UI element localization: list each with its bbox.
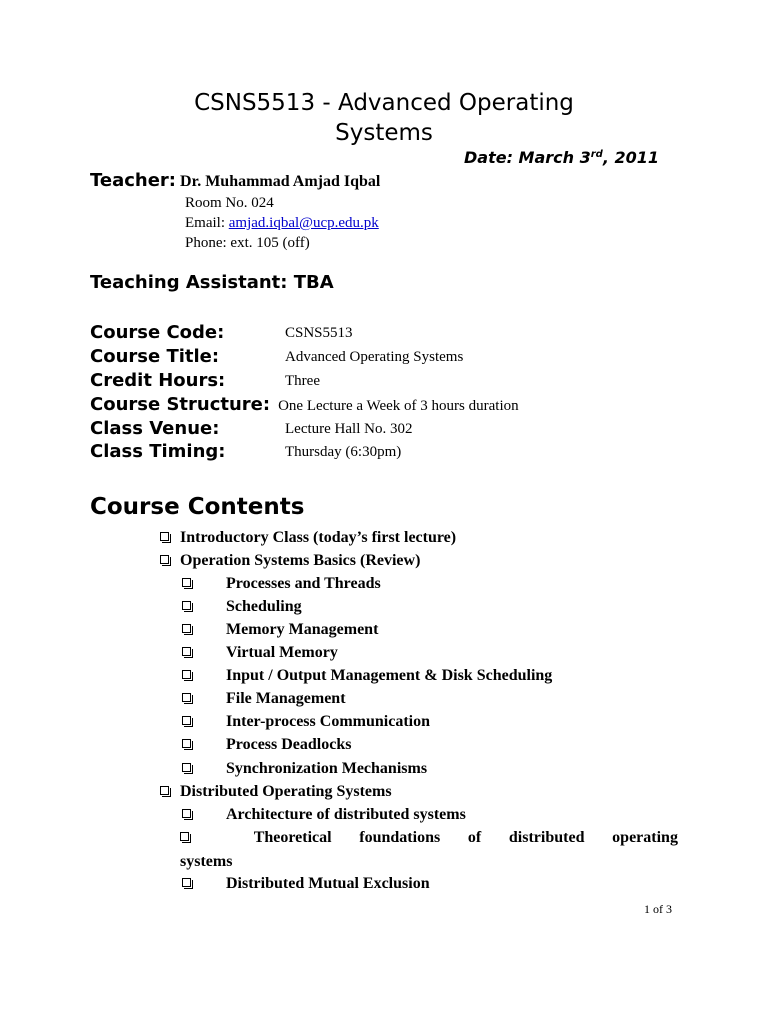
list-item-label: Synchronization Mechanisms	[226, 760, 428, 777]
list-item	[182, 758, 428, 780]
list-item	[160, 527, 457, 549]
date	[464, 147, 659, 169]
list-item-label: Virtual Memory	[226, 644, 338, 661]
square-bullet-icon	[182, 878, 191, 887]
date-prefix: Date: March 3	[464, 148, 591, 167]
list-item-label: Operation Systems Basics (Review)	[180, 552, 421, 569]
teacher-label: Teacher:	[90, 170, 177, 191]
word: Theoretical	[253, 829, 332, 846]
word: of	[467, 829, 482, 846]
info-course-code	[90, 322, 353, 346]
teacher-email-row	[185, 213, 379, 233]
title-line-2: Systems	[335, 120, 433, 146]
info-class-timing	[90, 441, 402, 465]
info-value: Lecture Hall No. 302	[285, 421, 413, 437]
list-item-label: Memory Management	[226, 621, 379, 638]
list-item-label: Distributed Mutual Exclusion	[226, 875, 430, 892]
list-item	[160, 781, 392, 803]
info-label: Class Timing:	[90, 441, 226, 462]
square-bullet-icon	[182, 739, 191, 748]
bullet-wrap	[180, 826, 226, 850]
list-item-label: Architecture of distributed systems	[226, 806, 466, 823]
title-line-1: CSNS5513 - Advanced Operating	[194, 90, 574, 116]
info-label: Course Structure:	[90, 394, 271, 415]
list-item	[182, 873, 430, 895]
square-bullet-icon	[160, 555, 169, 564]
list-item-label: File Management	[226, 690, 346, 707]
list-item-justified	[180, 826, 678, 874]
info-label: Class Venue:	[90, 418, 220, 439]
square-bullet-icon	[182, 578, 191, 587]
list-item-label: Scheduling	[226, 598, 302, 615]
list-item	[182, 804, 466, 826]
info-value: CSNS5513	[285, 325, 353, 341]
info-class-venue	[90, 418, 413, 442]
square-bullet-icon	[160, 532, 169, 541]
list-item	[182, 711, 430, 733]
list-item	[182, 573, 381, 595]
info-label: Course Code:	[90, 322, 225, 343]
page-number: 1 of 3	[644, 902, 672, 916]
square-bullet-icon	[182, 624, 191, 633]
square-bullet-icon	[180, 832, 189, 841]
info-value: Advanced Operating Systems	[285, 349, 464, 365]
date-superscript: rd	[590, 149, 603, 160]
info-label: Course Title:	[90, 346, 220, 367]
email-link[interactable]: amjad.iqbal@ucp.edu.pk	[228, 215, 379, 231]
teacher-row	[90, 170, 380, 191]
word: operating	[612, 829, 678, 846]
info-course-structure	[90, 394, 519, 418]
square-bullet-icon	[182, 809, 191, 818]
list-item	[182, 734, 352, 756]
word: foundations	[359, 829, 441, 846]
teacher-name: Dr. Muhammad Amjad Iqbal	[180, 173, 381, 190]
email-label: Email:	[185, 215, 229, 231]
list-item	[182, 642, 338, 664]
square-bullet-icon	[182, 716, 191, 725]
info-value: Thursday (6:30pm)	[285, 444, 402, 460]
square-bullet-icon	[182, 670, 191, 679]
info-value: Three	[285, 373, 320, 389]
list-item-label: Introductory Class (today’s first lecture)	[180, 529, 457, 546]
list-item-label: Process Deadlocks	[226, 736, 352, 753]
teacher-room: Room No. 024	[185, 195, 274, 211]
square-bullet-icon	[182, 601, 191, 610]
justified-tail: systems	[180, 853, 233, 870]
square-bullet-icon	[182, 693, 191, 702]
list-item	[182, 665, 553, 687]
info-label: Credit Hours:	[90, 370, 226, 391]
list-item	[160, 550, 421, 572]
list-item-label: Distributed Operating Systems	[180, 783, 392, 800]
list-item-label: Inter-process Communication	[226, 713, 430, 730]
contents-heading: Course Contents	[90, 494, 305, 520]
square-bullet-icon	[182, 763, 191, 772]
date-suffix: , 2011	[602, 148, 660, 167]
teacher-phone: Phone: ext. 105 (off)	[185, 235, 310, 251]
list-item	[182, 596, 302, 618]
list-item-label: Processes and Threads	[226, 575, 381, 592]
info-value: One Lecture a Week of 3 hours duration	[278, 398, 519, 414]
list-item	[182, 688, 346, 710]
square-bullet-icon	[182, 647, 191, 656]
justified-line	[180, 826, 678, 850]
word: distributed	[508, 829, 585, 846]
document-title	[0, 88, 768, 148]
info-course-title	[90, 346, 464, 370]
info-credit-hours	[90, 370, 320, 394]
list-item-label: Input / Output Management & Disk Scheduling	[226, 667, 553, 684]
list-item	[182, 619, 379, 641]
square-bullet-icon	[160, 786, 169, 795]
teaching-assistant: Teaching Assistant: TBA	[90, 272, 334, 293]
